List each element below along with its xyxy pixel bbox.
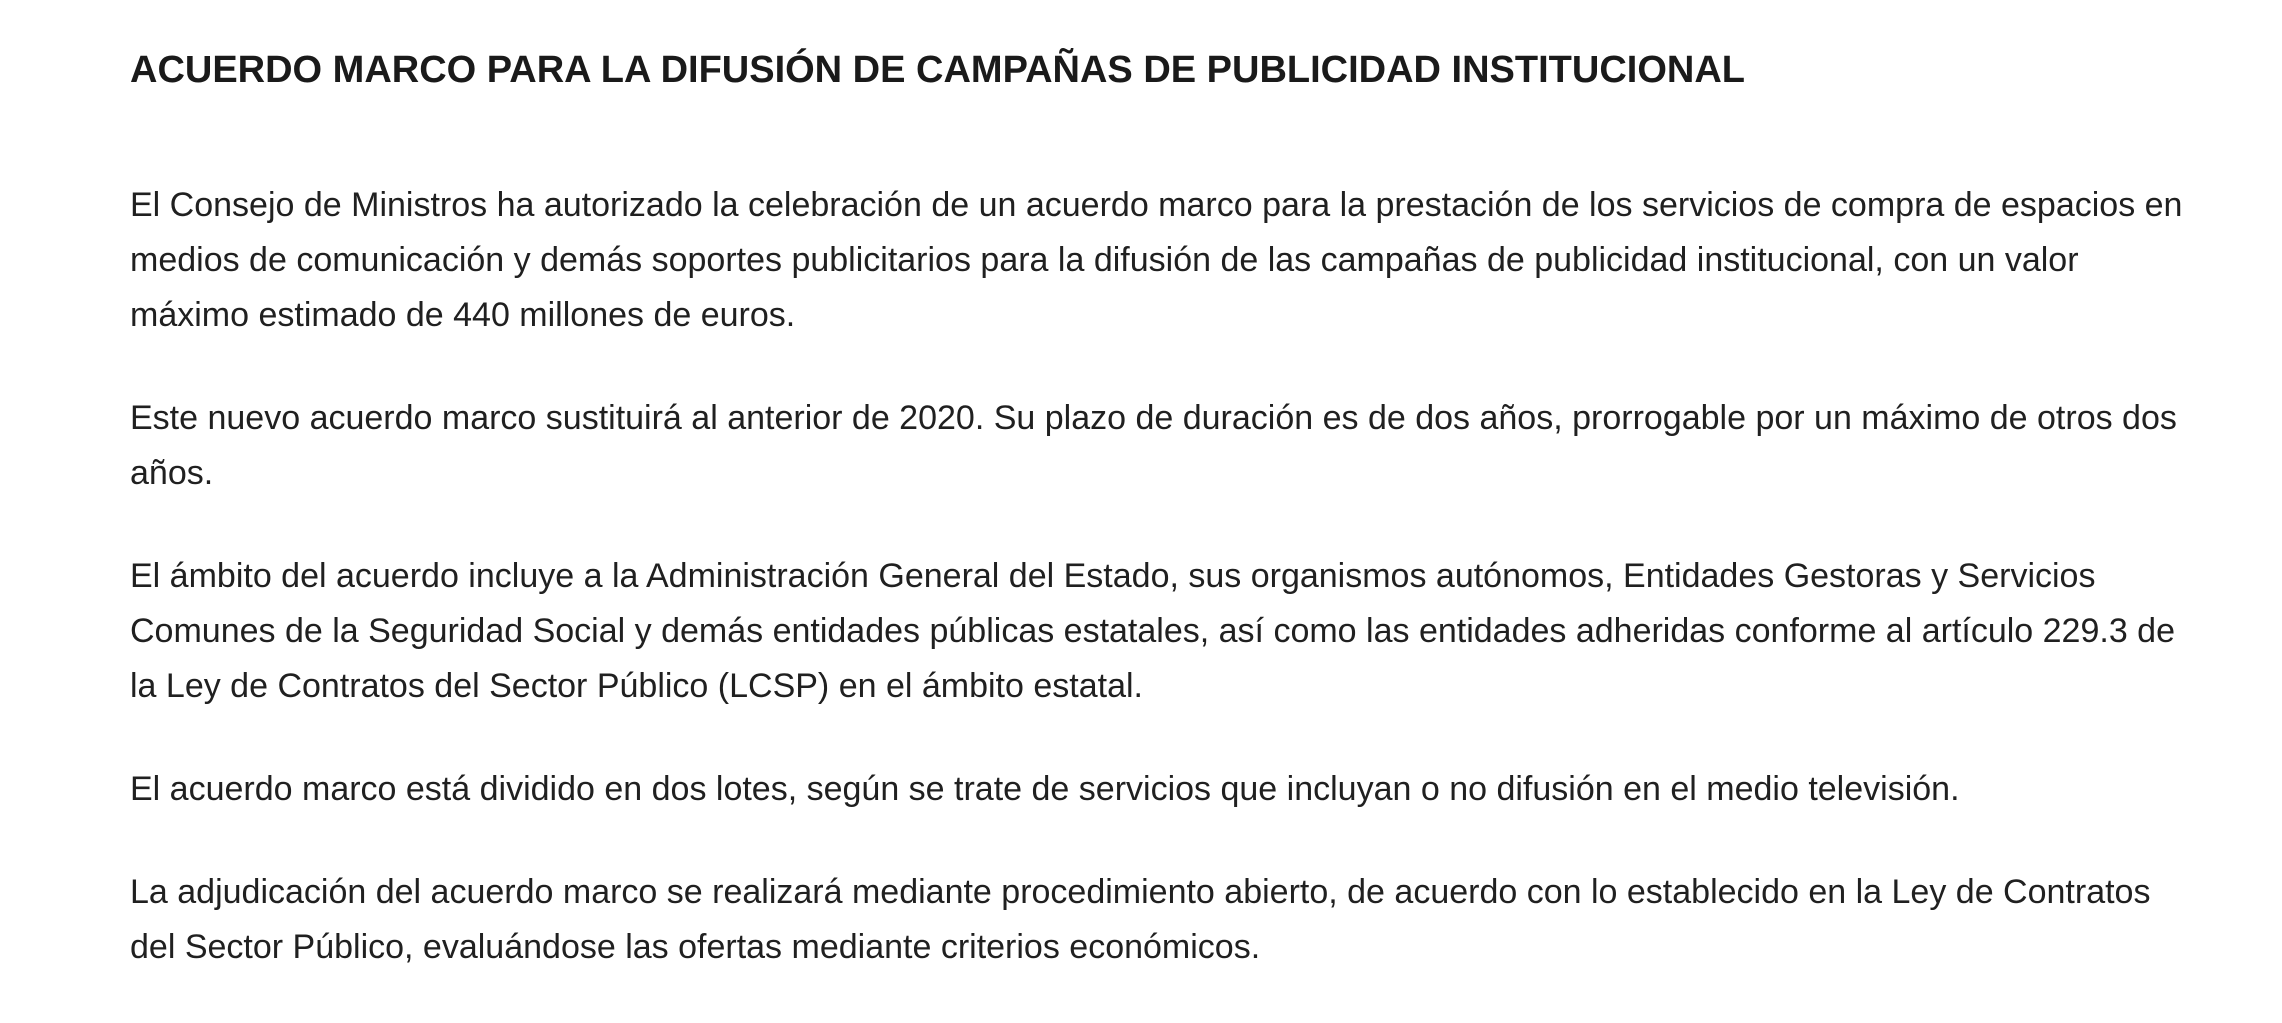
- article: [130, 0, 2190, 1023]
- paragraph-duration: Este nuevo acuerdo marco sustituirá al anterior de 2020. Su plazo de duración es de dos años, prorrogable por un máximo de otros dos años.: [130, 399, 2177, 492]
- article-title: ACUERDO MARCO PARA LA DIFUSIÓN DE CAMPAÑAS DE PUBLICIDAD INSTITUCIONAL: [130, 49, 1745, 91]
- paragraph-award-procedure: La adjudicación del acuerdo marco se realizará mediante procedimiento abierto, de acuerdo con lo establecido en la Ley de Contratos del Sector Público, evaluándose las ofertas mediante criterios económicos.: [130, 873, 2151, 966]
- paragraph-lots: El acuerdo marco está dividido en dos lotes, según se trate de servicios que incluyan o no difusión en el medio televisión.: [130, 770, 1960, 808]
- paragraph-framework-authorization: El Consejo de Ministros ha autorizado la celebración de un acuerdo marco para la prestación de los servicios de compra de espacios en medios de comunicación y demás soportes publicitarios para la difusión de las campañas de publicidad institucional, con un valor máximo estimado de 440 millones de euros.: [130, 186, 2183, 334]
- article-body: [130, 178, 2190, 975]
- paragraph-scope: El ámbito del acuerdo incluye a la Administración General del Estado, sus organismos autónomos, Entidades Gestoras y Servicios Comunes de la Seguridad Social y demás entidades públicas estatales, así como las entidades adheridas conforme al artículo 229.3 de la Ley de Contratos del Sector Público (LCSP) en el ámbito estatal.: [130, 557, 2175, 705]
